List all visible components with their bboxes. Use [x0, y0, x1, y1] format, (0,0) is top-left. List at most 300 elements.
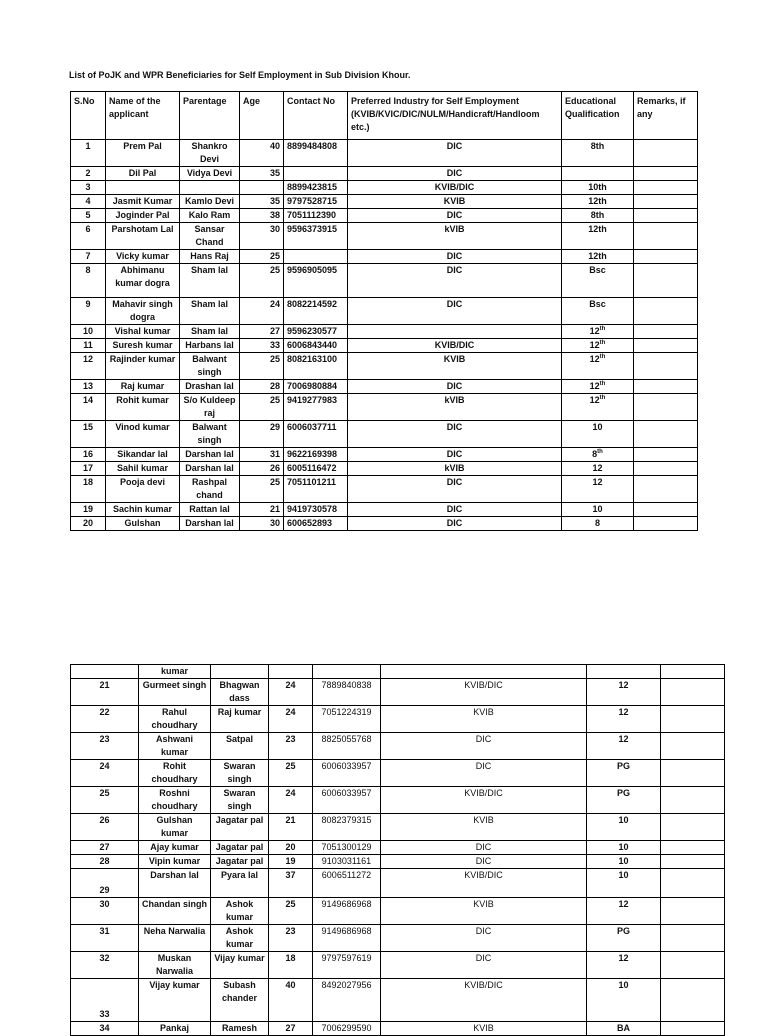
cell-sno — [71, 223, 106, 250]
contact-value: 9797597619 — [321, 953, 372, 963]
cell-age — [269, 706, 313, 733]
contact-value: 6006843440 — [287, 340, 338, 350]
cell-contact — [284, 298, 348, 325]
parentage-value: Satpal — [225, 734, 253, 744]
contact-value: 9419277983 — [287, 395, 338, 405]
table-row — [71, 325, 698, 339]
cell-qualification — [562, 503, 634, 517]
cell-parentage — [180, 394, 240, 421]
sno-value: 7 — [85, 251, 91, 261]
cell-parentage — [180, 339, 240, 353]
name-value: Pooja devi — [119, 477, 165, 487]
parentage-value: Darshan lal — [185, 518, 234, 528]
cell-qualification — [562, 462, 634, 476]
name-value: Parshotam Lal — [111, 224, 174, 234]
cell-contact — [284, 380, 348, 394]
table-body-page-1 — [71, 140, 698, 531]
parentage-value: Sham lal — [190, 265, 228, 275]
qualification-value: 8th — [590, 210, 605, 220]
name-value: Sikandar lal — [117, 449, 168, 459]
qualification-value: 12th — [588, 251, 607, 261]
parentage-value: Sansar Chand — [194, 224, 225, 247]
sno-value: 29 — [99, 885, 110, 895]
cell-sno — [71, 353, 106, 380]
cell-remarks — [634, 380, 698, 394]
parentage-value: Swaran singh — [223, 761, 256, 784]
sno-value: 25 — [99, 788, 110, 798]
cell-remarks — [634, 140, 698, 167]
qualification-value: 12th — [588, 224, 607, 234]
parentage-value: Ramesh — [221, 1023, 257, 1033]
name-value: Raj kumar — [120, 381, 165, 391]
name-value: Vinod kumar — [115, 422, 170, 432]
name-value: Pankaj — [159, 1023, 190, 1033]
cell-qualification — [587, 979, 661, 1022]
cell-name — [106, 503, 180, 517]
cell-remarks — [661, 760, 725, 787]
cell-contact — [284, 325, 348, 339]
cell-sno — [71, 869, 139, 898]
cell-age — [269, 760, 313, 787]
qualification-suffix: th — [597, 449, 603, 455]
qualification-value: 8th — [590, 141, 605, 151]
cell-age — [269, 841, 313, 855]
cell-industry — [348, 380, 562, 394]
qualification-value: 12 — [589, 326, 600, 336]
cell-age — [240, 517, 284, 531]
parentage-value: Jagatar pal — [215, 842, 264, 852]
age-value: 33 — [269, 340, 280, 350]
cell-age — [240, 462, 284, 476]
cell-contact — [313, 760, 381, 787]
contact-value: 9419730578 — [287, 504, 338, 514]
industry-value: DIC — [475, 926, 492, 936]
qualification-suffix: th — [599, 326, 606, 332]
name-value: Sachin kumar — [112, 504, 173, 514]
sno-value: 13 — [82, 381, 93, 391]
industry-value: DIC — [446, 381, 463, 391]
cell-sno — [71, 787, 139, 814]
table-row — [71, 209, 698, 223]
cell-qualification — [562, 325, 634, 339]
age-value: 40 — [285, 980, 296, 990]
cell-remarks — [634, 250, 698, 264]
cell-name — [139, 841, 211, 855]
cell-parentage — [180, 250, 240, 264]
cell-parentage — [180, 209, 240, 223]
age-value: 35 — [269, 168, 280, 178]
cell-age — [240, 448, 284, 462]
beneficiaries-table-page-2 — [70, 664, 725, 1036]
parentage-value: Vijay kumar — [214, 953, 265, 963]
cell-age — [240, 264, 284, 298]
cell-name — [139, 979, 211, 1022]
sno-value: 6 — [85, 224, 91, 234]
cell-qualification — [562, 298, 634, 325]
sno-value: 5 — [85, 210, 91, 220]
cell-remarks — [634, 462, 698, 476]
cell-remarks — [634, 476, 698, 503]
table-row — [71, 855, 725, 869]
cell-remarks — [661, 952, 725, 979]
cell-sno — [71, 209, 106, 223]
industry-value: KVIB/DIC — [464, 680, 503, 690]
cell-parentage — [211, 787, 269, 814]
sno-value: 10 — [82, 326, 93, 336]
sno-value: 17 — [82, 463, 93, 473]
name-value: Vishal kumar — [114, 326, 171, 336]
cell-contact — [313, 814, 381, 841]
cell-sno — [71, 476, 106, 503]
qualification-value: PG — [616, 788, 630, 798]
cell-sno — [71, 855, 139, 869]
qualification-value: 10 — [618, 980, 629, 990]
industry-value: KVIB — [443, 196, 466, 206]
sno-value: 11 — [83, 340, 93, 350]
parentage-value: S/o Kuldeep raj — [183, 395, 236, 418]
table-row — [71, 979, 725, 1022]
industry-value: DIC — [475, 842, 492, 852]
industry-value: DIC — [446, 168, 463, 178]
cell-contact — [313, 952, 381, 979]
industry-value: DIC — [446, 210, 463, 220]
industry-value: KVIB/DIC — [434, 340, 475, 350]
sno-value: 34 — [99, 1023, 110, 1033]
header-parentage: Parentage — [180, 92, 240, 140]
industry-value: kVIB — [444, 395, 465, 405]
table-row — [71, 898, 725, 925]
cell-remarks — [661, 841, 725, 855]
cell-qualification — [587, 841, 661, 855]
cell-parentage — [180, 223, 240, 250]
cell-age — [240, 250, 284, 264]
cell-parentage — [211, 760, 269, 787]
table-body-page-2 — [71, 665, 725, 1036]
cell-remarks — [634, 517, 698, 531]
table-row — [71, 706, 725, 733]
qualification-value: Bsc — [589, 299, 606, 309]
cell-sno — [71, 706, 139, 733]
cell-age — [269, 855, 313, 869]
industry-value: DIC — [475, 856, 492, 866]
cell-remarks — [661, 855, 725, 869]
cell-qualification — [587, 952, 661, 979]
cell-contact — [284, 448, 348, 462]
sno-value: 18 — [82, 477, 93, 487]
cell-sno — [71, 339, 106, 353]
cell-parentage — [180, 353, 240, 380]
sno-value: 4 — [85, 196, 91, 206]
age-value: 38 — [269, 210, 280, 220]
cell-qualification — [587, 855, 661, 869]
contact-value: 7051101211 — [287, 477, 337, 487]
qualification-value: 10 — [618, 870, 629, 880]
sno-value: 8 — [85, 265, 91, 275]
age-value: 20 — [285, 842, 296, 852]
qualification-value: 12 — [589, 381, 600, 391]
parentage-value: Ashok kumar — [225, 899, 254, 922]
industry-value: kVIB — [444, 224, 465, 234]
cell-qualification — [562, 209, 634, 223]
qualification-value: 12 — [589, 340, 600, 350]
qualification-value: 12 — [589, 354, 600, 364]
cell-remarks — [634, 298, 698, 325]
cell-remarks — [661, 925, 725, 952]
cell-sno — [71, 448, 106, 462]
cell-qualification — [587, 869, 661, 898]
industry-value: KVIB/DIC — [464, 870, 503, 880]
cell-industry — [381, 787, 587, 814]
parentage-value: Sham lal — [190, 326, 228, 336]
qualification-value: 12th — [588, 196, 607, 206]
cell-age — [240, 195, 284, 209]
age-value: 23 — [285, 734, 296, 744]
parentage-value: Swaran singh — [223, 788, 256, 811]
table-row — [71, 421, 698, 448]
cell-industry — [381, 733, 587, 760]
cell-contact — [284, 517, 348, 531]
cell-remarks — [634, 223, 698, 250]
cell-parentage — [211, 925, 269, 952]
cell-industry — [348, 353, 562, 380]
cell-industry — [381, 869, 587, 898]
cell-contact — [284, 394, 348, 421]
industry-value: DIC — [446, 265, 463, 275]
qualification-value: 10 — [592, 504, 603, 514]
cell-industry — [381, 855, 587, 869]
cell-name — [106, 517, 180, 531]
cell-qualification — [587, 760, 661, 787]
qualification-value: 12 — [618, 953, 629, 963]
cell-contact — [313, 869, 381, 898]
age-value: 28 — [269, 381, 280, 391]
cell-sno — [71, 733, 139, 760]
table-row — [71, 140, 698, 167]
table-row — [71, 167, 698, 181]
cell-name — [106, 223, 180, 250]
age-value: 25 — [269, 251, 280, 261]
age-value: 25 — [269, 354, 280, 364]
cell-sno — [71, 979, 139, 1022]
contact-value: 8082379315 — [321, 815, 372, 825]
cell-remarks — [634, 181, 698, 195]
name-value: Ajay kumar — [150, 842, 199, 852]
age-value: 24 — [285, 680, 296, 690]
cell-parentage — [180, 325, 240, 339]
parentage-value: Vidya Devi — [186, 168, 233, 178]
table-row — [71, 679, 725, 706]
cell-name — [139, 706, 211, 733]
cell-contact — [313, 925, 381, 952]
qualification-value: Bsc — [589, 265, 606, 275]
cell-contact — [313, 855, 381, 869]
cell-industry — [348, 394, 562, 421]
parentage-value: Kalo Ram — [188, 210, 231, 220]
contact-value: 9103031161 — [321, 856, 372, 866]
name-value: Sahil kumar — [116, 463, 169, 473]
cell-age — [269, 733, 313, 760]
cell-sno — [71, 167, 106, 181]
cell-industry — [348, 140, 562, 167]
table-row — [71, 814, 725, 841]
age-value: 26 — [269, 463, 280, 473]
cell-name — [106, 339, 180, 353]
cell-qualification — [587, 679, 661, 706]
cell-contact — [313, 733, 381, 760]
header-remarks: Remarks, if any — [634, 92, 698, 140]
cell-industry — [381, 841, 587, 855]
table-row — [71, 952, 725, 979]
cell-industry — [348, 462, 562, 476]
qualification-suffix: th — [599, 381, 606, 387]
cell-age — [240, 181, 284, 195]
parentage-value: Pyara lal — [220, 870, 259, 880]
contact-value: 9596905095 — [287, 265, 338, 275]
header-age: Age — [240, 92, 284, 140]
cell-qualification — [562, 476, 634, 503]
sno-value: 32 — [99, 953, 110, 963]
cell-qualification — [587, 706, 661, 733]
qualification-value: BA — [617, 1023, 630, 1033]
cell-name — [106, 476, 180, 503]
sno-value: 15 — [82, 422, 93, 432]
cell-industry — [348, 181, 562, 195]
cell-name — [139, 679, 211, 706]
cell-sno — [71, 325, 106, 339]
beneficiaries-table-page-1 — [70, 91, 698, 531]
name-value: Vijay kumar — [149, 980, 200, 990]
cell-sno — [71, 503, 106, 517]
table-row — [71, 869, 725, 898]
cell-remarks — [634, 503, 698, 517]
sno-value: 20 — [82, 518, 93, 528]
sno-value: 33 — [99, 1009, 110, 1019]
table-row — [71, 476, 698, 503]
qualification-suffix: th — [599, 340, 606, 346]
table-row — [71, 760, 725, 787]
cell-qualification — [562, 339, 634, 353]
cell-qualification — [562, 448, 634, 462]
cell-age — [240, 339, 284, 353]
cell-name — [106, 264, 180, 298]
cell-age — [269, 898, 313, 925]
cell-qualification — [587, 733, 661, 760]
cell-parentage — [211, 869, 269, 898]
cell-sno — [71, 195, 106, 209]
age-value: 29 — [269, 422, 280, 432]
name-value: Prem Pal — [123, 141, 162, 151]
cell-parentage — [180, 421, 240, 448]
continuation-row — [71, 665, 725, 679]
cell-name — [106, 353, 180, 380]
cell-age — [240, 298, 284, 325]
name-value: Rahul choudhary — [151, 707, 198, 730]
cell-age — [269, 814, 313, 841]
name-value: Chandan singh — [142, 899, 207, 909]
cell-remarks — [661, 787, 725, 814]
cell-qualification — [562, 140, 634, 167]
age-value: 25 — [285, 899, 296, 909]
contact-value: 9149686968 — [321, 926, 372, 936]
header-qualification: Educational Qualification — [562, 92, 634, 140]
cell-age — [240, 325, 284, 339]
name-value: Rajinder kumar — [109, 354, 176, 364]
qualification-value: 12 — [618, 680, 629, 690]
qualification-value: 10 — [592, 422, 603, 432]
age-value: 35 — [269, 196, 280, 206]
cell-qualification — [587, 787, 661, 814]
qualification-value: 12 — [618, 707, 629, 717]
industry-value: DIC — [475, 953, 492, 963]
parentage-value: Shankro Devi — [191, 141, 228, 164]
cell-industry — [348, 517, 562, 531]
cell-contact — [284, 339, 348, 353]
qualification-value: 12 — [592, 463, 603, 473]
cell-age — [240, 223, 284, 250]
industry-value: DIC — [446, 518, 463, 528]
industry-value: DIC — [446, 422, 463, 432]
age-value: 23 — [285, 926, 296, 936]
cell-name — [139, 760, 211, 787]
cell-remarks — [634, 353, 698, 380]
cell-industry — [348, 339, 562, 353]
industry-value: KVIB/DIC — [464, 788, 503, 798]
cell-industry — [348, 325, 562, 339]
sno-value: 2 — [85, 168, 91, 178]
cell-name — [106, 140, 180, 167]
cell-sno — [71, 462, 106, 476]
contact-value: 7051300129 — [321, 842, 372, 852]
cell-qualification — [562, 380, 634, 394]
table-row — [71, 195, 698, 209]
cell-industry — [381, 979, 587, 1022]
parentage-value: Darshan lal — [185, 463, 234, 473]
sno-value: 9 — [85, 299, 91, 309]
table-row — [71, 223, 698, 250]
age-value: 25 — [269, 265, 280, 275]
cell-parentage — [180, 380, 240, 394]
cell-industry — [348, 223, 562, 250]
age-value: 21 — [269, 504, 280, 514]
industry-value: DIC — [446, 504, 463, 514]
age-value: 24 — [285, 707, 296, 717]
contact-value: 9149686968 — [321, 899, 372, 909]
industry-value: DIC — [446, 251, 463, 261]
cell-industry — [348, 195, 562, 209]
header-industry: Preferred Industry for Self Employment (KVIB/KVIC/DIC/NULM/Handicraft/Handloom etc.) — [348, 92, 562, 140]
contact-value: 7889840838 — [321, 680, 372, 690]
table-row — [71, 841, 725, 855]
cell-contact — [313, 706, 381, 733]
cell-contact — [313, 787, 381, 814]
cell-industry — [381, 925, 587, 952]
cell-industry — [381, 760, 587, 787]
age-value: 19 — [285, 856, 296, 866]
cell-qualification — [562, 181, 634, 195]
cell-contact — [284, 264, 348, 298]
table-row — [71, 394, 698, 421]
cell-remarks — [661, 979, 725, 1022]
cell-sno — [71, 298, 106, 325]
name-value: Dil Pal — [128, 168, 157, 178]
age-value: 21 — [285, 815, 296, 825]
qualification-value: 10 — [618, 815, 629, 825]
sno-value: 1 — [85, 141, 91, 151]
cell-parentage — [180, 462, 240, 476]
parentage-value: Harbans lal — [185, 340, 234, 350]
cell-age — [269, 869, 313, 898]
name-value: Rohit choudhary — [151, 761, 198, 784]
